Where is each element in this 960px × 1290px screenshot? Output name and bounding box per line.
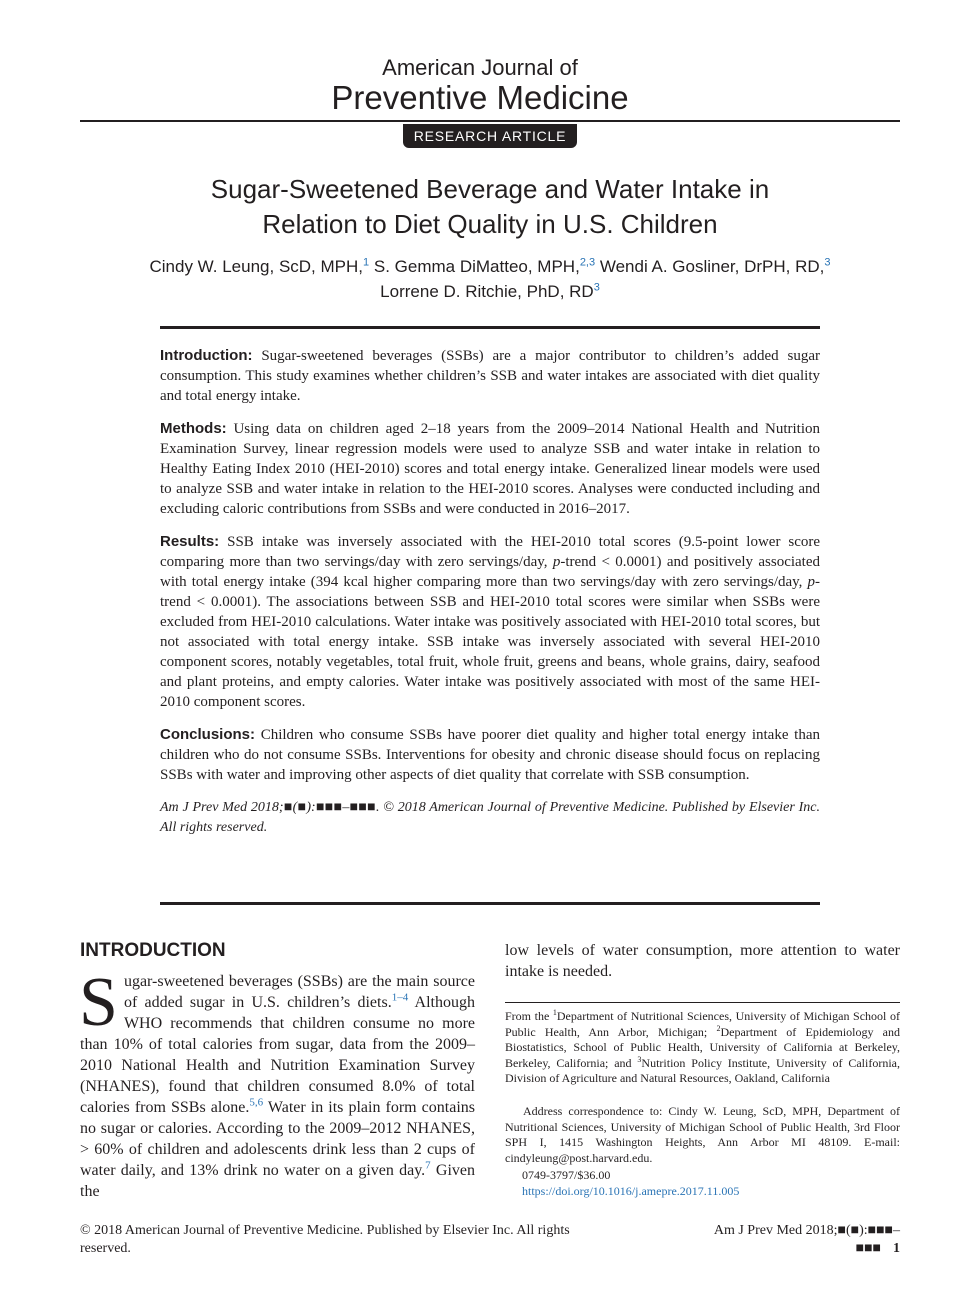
author-name: Wendi A. Gosliner, DrPH, RD, bbox=[599, 257, 825, 276]
footer-citation bbox=[680, 1222, 900, 1258]
abstract-bottom-rule bbox=[160, 902, 820, 905]
abstract-text: Using data on children aged 2–18 years from the 2009–2014 National Health and Nutrition Examination Survey, linear regression models were used to analyze SSB and water intake in relation to Healthy Eating Index 2010 (HEI-2010) scores and total energy intake. Generalized linear models were used to analyze SSB and water intake in relation to the HEI-2010 scores. Analyses were conducted including and excluding caloric contributions from SSBs and were conducted in 2016–2017. bbox=[160, 421, 820, 517]
body-text: Water in its plain form contains no sugar or calories. According to the 2009–2012 NHANES, > 60% of children and adolescents drink less than 2 cups of water daily, and 13% drink no water on a given day. bbox=[80, 1099, 475, 1179]
abstract-text: -trend < 0.0001) and positively associated with total energy intake (394 kcal higher comparing more than two servings/day with zero servings/day, bbox=[160, 554, 821, 590]
title-line-2: Relation to Diet Quality in U.S. Children bbox=[262, 209, 718, 239]
issn-price: 0749-3797/$36.00 bbox=[522, 1168, 611, 1182]
footer-copyright: © 2018 American Journal of Preventive Medicine. Published by Elsevier Inc. All rights reserved. bbox=[80, 1223, 570, 1256]
abstract-heading: Conclusions: bbox=[160, 726, 256, 743]
journal-name-top: American Journal of bbox=[382, 55, 578, 80]
author-affiliation-ref[interactable]: 3 bbox=[593, 281, 600, 294]
affiliation-marker: 2 bbox=[716, 1023, 721, 1033]
affiliation-divider bbox=[505, 1002, 900, 1003]
abstract-citation: Am J Prev Med 2018;■(■):■■■–■■■. © 2018 American Journal of Preventive Medicine. Published by Elsevier Inc. All rights reserved. bbox=[160, 800, 820, 835]
body-text: Given the bbox=[80, 1162, 475, 1200]
author-name: Cindy W. Leung, ScD, MPH, bbox=[149, 257, 364, 276]
abstract-conclusions bbox=[160, 725, 820, 785]
drop-cap: S bbox=[79, 964, 118, 1041]
p-symbol: p bbox=[807, 574, 815, 590]
footer-journal-citation: Am J Prev Med 2018;■(■):■■■–■■■ bbox=[713, 1223, 900, 1256]
reference-link[interactable]: 1–4 bbox=[391, 991, 409, 1004]
author-name: Lorrene D. Ritchie, PhD, RD bbox=[380, 282, 594, 301]
author-name: S. Gemma DiMatteo, MPH, bbox=[373, 257, 580, 276]
p-symbol: p bbox=[552, 554, 561, 570]
abstract-text: SSB intake was inversely associated with the HEI-2010 total scores (9.5-point lower score comparing more than two servings/day with zero servings/day, bbox=[160, 534, 821, 570]
affiliation-text: From the bbox=[505, 1009, 553, 1023]
abstract-heading: Results: bbox=[160, 533, 220, 550]
page-number: 1 bbox=[893, 1241, 900, 1256]
masthead-divider bbox=[80, 120, 900, 122]
abstract-top-rule bbox=[160, 326, 820, 329]
journal-masthead bbox=[0, 56, 960, 116]
article-title bbox=[80, 172, 900, 242]
author-affiliation-ref[interactable]: 1 bbox=[363, 256, 370, 269]
abstract-introduction bbox=[160, 346, 820, 406]
abstract-methods bbox=[160, 419, 820, 519]
affiliation-marker: 1 bbox=[552, 1008, 557, 1017]
doi-link[interactable]: https://doi.org/10.1016/j.amepre.2017.11.005 bbox=[522, 1184, 740, 1198]
reference-link[interactable]: 7 bbox=[425, 1159, 431, 1172]
introduction-continued: low levels of water consumption, more attention to water intake is needed. bbox=[505, 942, 900, 980]
introduction-body bbox=[79, 964, 475, 1202]
affiliation-text: Department of Epidemiology and Biostatistics, School of Public Health, University of California at Berkeley, Berkeley, California; and bbox=[505, 1024, 900, 1070]
article-type-badge: RESEARCH ARTICLE bbox=[403, 124, 577, 148]
abstract bbox=[160, 346, 820, 851]
reference-link[interactable]: 5,6 bbox=[249, 1096, 264, 1109]
introduction-heading: INTRODUCTION bbox=[80, 940, 226, 961]
affiliation-text: Nutrition Policy Institute, University of California, Division of Agriculture and Natural Resources, Oakland, California bbox=[505, 1055, 900, 1086]
affiliation-marker: 3 bbox=[637, 1054, 642, 1064]
abstract-text: Sugar-sweetened beverages (SSBs) are a major contributor to children’s added sugar consumption. This study examines whether children’s SSB and water intakes are associated with diet quality and total energy intake. bbox=[160, 348, 821, 404]
body-text: Although WHO recommends that children consume no more than 10% of total calories from sugar, data from the 2009–2010 National Health and Nutrition Examination Survey (NHANES), found that children consumed 8.0% of total calories from SSBs alone. bbox=[80, 994, 475, 1116]
body-text: ugar-sweetened beverages (SSBs) are the main source of added sugar in U.S. children’s diets. bbox=[123, 973, 475, 1011]
abstract-results bbox=[160, 532, 820, 712]
abstract-text: Children who consume SSBs have poorer diet quality and higher total energy intake than children who do not consume SSBs. Interventions for obesity and chronic disease should focus on replacing SSBs with water and improving other aspects of diet quality that correlate with SSB consumption. bbox=[160, 727, 820, 783]
abstract-text: -trend < 0.0001). The associations between SSB and HEI-2010 total scores were similar when SSBs were excluded from HEI-2010 calculations. Water intake was positively associated with HEI-2010 total scores, but not associated with total energy intake. SSB intake was inversely associated with several HEI-2010 component scores, notably vegetables, total fruit, whole fruit, greens and beans, whole grains, dairy, seafood and plant proteins, and empty calories. Water intake was positively associated with most of the same HEI-2010 component scores. bbox=[160, 574, 820, 710]
title-line-1: Sugar-Sweetened Beverage and Water Intake in bbox=[210, 174, 770, 204]
correspondence-address: Address correspondence to: Cindy W. Leung, ScD, MPH, Department of Nutritional Sciences, University of Michigan School of Public Health, 3rd Floor SPH I, 1415 Washington Heights, Ann Arbor MI 48109. E-mail: cindyleung@post.harvard.edu. bbox=[505, 1104, 900, 1165]
author-list bbox=[80, 254, 900, 304]
abstract-heading: Introduction: bbox=[160, 347, 253, 364]
abstract-heading: Methods: bbox=[160, 420, 227, 437]
author-affiliation-ref[interactable]: 3 bbox=[824, 256, 831, 269]
affiliation-text: Department of Nutritional Sciences, University of Michigan School of Public Health, Ann Arbor, Michigan; bbox=[505, 1009, 900, 1039]
author-affiliations bbox=[505, 1009, 900, 1087]
journal-name-main: Preventive Medicine bbox=[331, 79, 629, 116]
author-affiliation-ref[interactable]: 2,3 bbox=[579, 256, 596, 269]
